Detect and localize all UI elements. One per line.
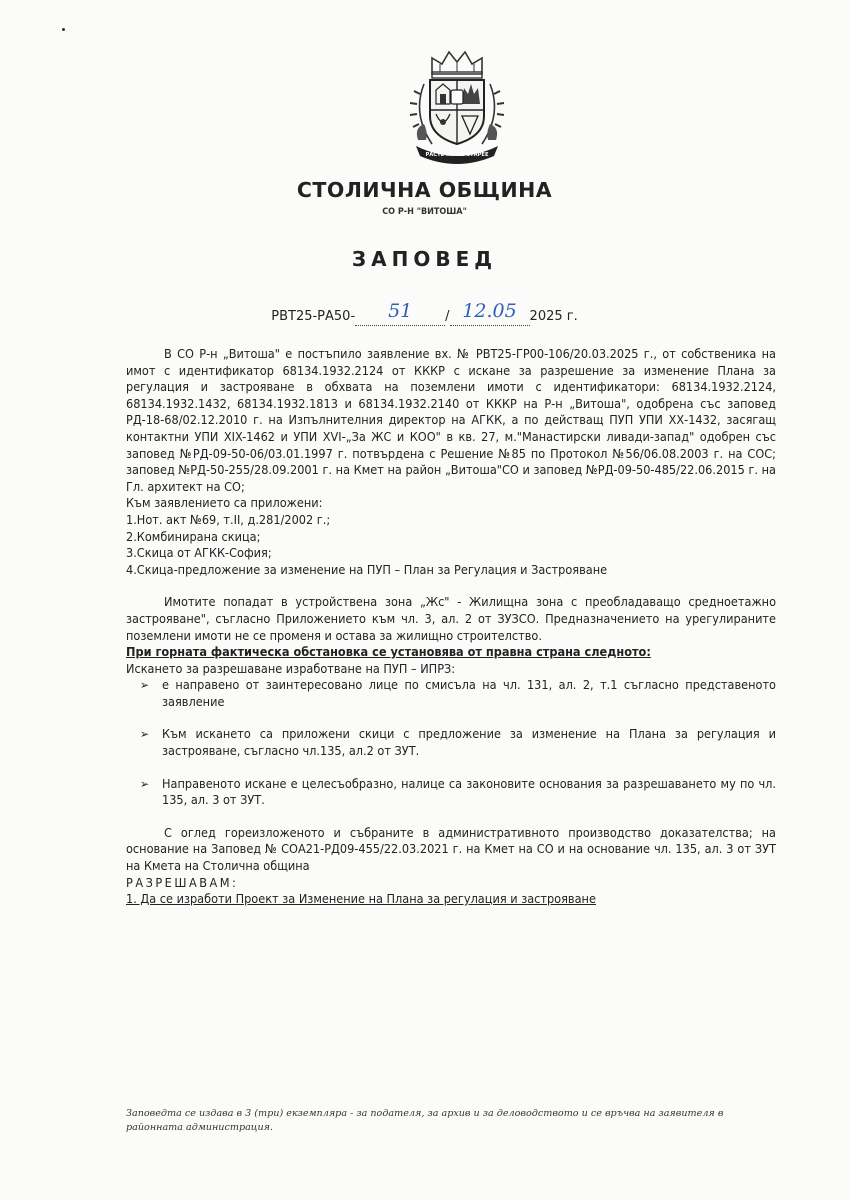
sofia-coat-of-arms-icon [402,44,512,164]
request-line: Искането за разрешаване изработване на ПУП – ИПРЗ: [126,660,456,676]
order-number-prefix: РВТ25-РА50- [271,309,356,324]
scan-speck [62,28,65,31]
arrow-bullet-icon: ➢ [140,678,150,693]
handwritten-order-number: 51 [388,300,413,322]
document-body [126,346,776,908]
resolution-heading: РАЗРЕШАВАМ: [126,874,239,890]
footer-note: Заповедта се издава в 3 (три) екземпляра - за подателя, за архив и за деловодството и се връчва на заявителя в районната администрация. [126,1108,724,1133]
attachment-item: 2.Комбинирана скица; [126,528,261,544]
legal-heading: При горната фактическа обстановка се установява от правна страна следното: [126,644,651,660]
attachment-item: 4.Скица-предложение за изменение на ПУП – План за Регулация и Застрояване [126,561,608,577]
svg-text:РАСТЕ НО НЕ СТАРЕЕ: РАСТЕ НО НЕ СТАРЕЕ [425,152,489,158]
intro-paragraph: В СО Р-н „Витоша" е постъпило заявление вх. № РВТ25-ГР00-106/20.03.2025 г., от собственика на имот с идентификатор 68134.1932.2124 от КККР с искане за разрешение за изменение Плана за регулация и застрояване в обхвата на поземлени имоти с идентификатори: 68134.1932.2124, 68134.1932.1432, 68134.1932.1813 и 68134.1932.2140 от КККР на Р-н „Витоша", одобрена със заповед РД-18-68/02.12.2010 г. на Изпълнителния директор на АГКК, а по действащ ПУП УПИ ХХ-1432, засягащ контактни УПИ XIX-1462 и УПИ XVI-„За ЖС и КОО" в кв. 27, м."Манастирски ливади-запад" одобрен със заповед №РД-09-50-06/03.01.1997 г. потвърдена с Решение №85 по Протокол №56/06.08.2003 г. на СОС; заповед №РД-50-255/28.09.2001 г. на Кмет на район „Витоша"СО и заповед №РД-09-50-485/22.06.2015 г. на Гл. архитект на СО; [126,346,776,494]
basis-paragraph: С оглед гореизложеното и събраните в административното производство доказателства; на основание на Заповед № СОА21-РД09-455/22.03.2021 г. на Кмет на СО и на основание чл. 135, ал. 3 от ЗУТ на Кмета на Столична община [126,824,776,874]
handwritten-order-date: 12.05 [462,300,517,322]
bullet-item: ➢ Към искането са приложени скици с предложение за изменение на Плана за регулация и застрояване, съгласно чл.135, ал.2 от ЗУТ. [140,726,776,759]
order-year: 2025 г. [529,309,578,324]
bullet-item: ➢ е направено от заинтересовано лице по смисъла на чл. 131, ал. 2, т.1 съгласно представеното заявление [140,677,776,709]
attachment-item: 3.Скица от АГКК-София; [126,545,272,561]
order-number-line: РВТ25-РА50- 51 / 12.05 2025 г. [271,300,578,324]
district-subtitle: СО Р-Н "ВИТОША" [382,207,467,217]
attachments-heading: Към заявлението са приложени: [126,495,323,511]
attachment-item: 1.Нот. акт №69, т.II, д.281/2002 г.; [126,511,331,527]
arrow-bullet-icon: ➢ [140,727,150,742]
zone-paragraph: Имотите попадат в устройствена зона „Жс" - Жилищна зона с преобладаващо средноетажно застрояване", съгласно Приложението към чл. 3, ал. 2 от ЗУЗСО. Предназначението на урегулираните поземлени имоти не се променя и остава за жилищно строителство. [126,594,776,643]
document-title: ЗАПОВЕД [351,247,498,271]
bullet-item: ➢ Направеното искане е целесъобразно, налице са законовите основания за разрешаването му по чл. 135, ал. 3 от ЗУТ. [140,775,776,808]
resolution-item: 1. Да се изработи Проект за Изменение на Плана за регулация и застрояване [126,891,596,907]
arrow-bullet-icon: ➢ [140,776,150,791]
organization-title: СТОЛИЧНА ОБЩИНА [296,178,553,202]
